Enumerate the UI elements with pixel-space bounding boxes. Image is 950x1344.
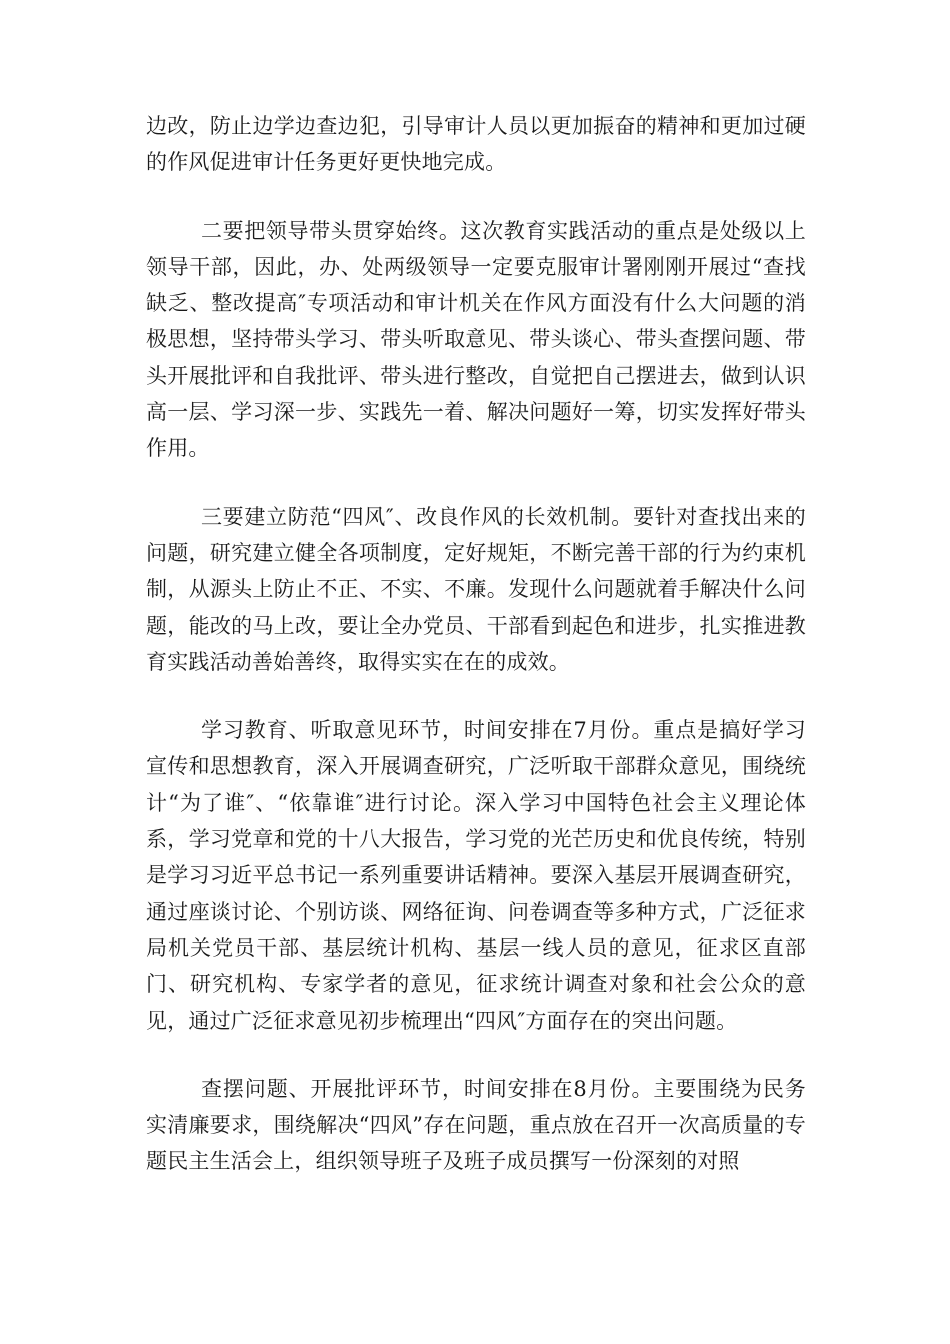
document-page — [146, 108, 806, 1212]
paragraph-mechanism: 三要建立防范“四风″、改良作风的长效机制。要针对查找出来的问题，研究建立健全各项制度，定好规矩，不断完善干部的行为约束机制，从源头上防止不正、不实、不廉。发现什么问题就着手解决什么问题，能改的马上改，要让全办党员、干部看到起色和进步，扎实推进教育实践活动善始善终，取得实实在在的成效。 — [146, 504, 806, 674]
paragraph-continuation: 边改，防止边学边查边犯，引导审计人员以更加振奋的精神和更加过硬的作风促进审计任务更好更快地完成。 — [146, 114, 806, 175]
paragraph-leadership: 二要把领导带头贯穿始终。这次教育实践活动的重点是处级以上领导干部，因此，办、处两级领导一定要克服审计署刚刚开展过“查找缺乏、整改提高″专项活动和审计机关在作风方面没有什么大问题的消极思想，坚持带头学习、带头听取意见、带头谈心、带头查摆问题、带头开展批评和自我批评、带头进行整改，自觉把自己摆进去，做到认识高一层、学习深一步、实践先一着、解决问题好一筹，切实发挥好带头作用。 — [146, 218, 806, 461]
paragraph-review-phase: 查摆问题、开展批评环节，时间安排在8月份。主要围绕为民务实清廉要求，围绕解决“四风”存在问题，重点放在召开一次高质量的专题民主生活会上，组织领导班子及班子成员撰写一份深刻的对照 — [146, 1076, 806, 1174]
paragraph-study-phase: 学习教育、听取意见环节，时间安排在7月份。重点是搞好学习宣传和思想教育，深入开展调查研究，广泛听取干部群众意见，围绕统计“为了谁″、“依靠谁″进行讨论。深入学习中国特色社会主义理论体系，学习党章和党的十八大报告，学习党的光芒历史和优良传统，特别是学习习近平总书记一系列重要讲话精神。要深入基层开展调查研究，通过座谈讨论、个别访谈、网络征询、问卷调查等多种方式，广泛征求局机关党员干部、基层统计机构、基层一线人员的意见，征求区直部门、研究机构、专家学者的意见，征求统计调查对象和社会公众的意见，通过广泛征求意见初步梳理出“四风″方面存在的突出问题。 — [146, 718, 806, 1033]
